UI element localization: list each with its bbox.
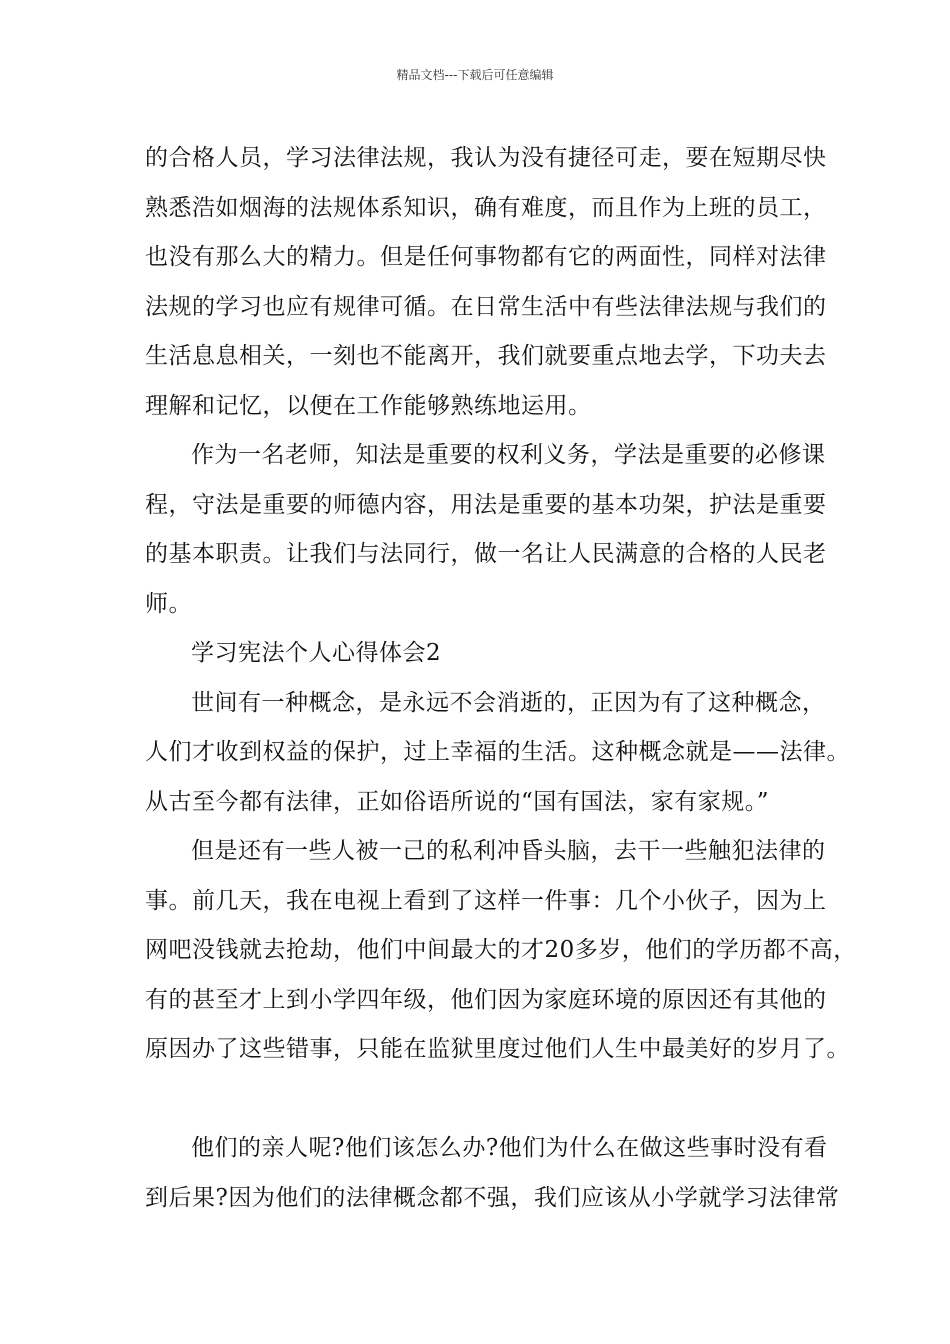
text-line: 的合格人员，学习法律法规，我认为没有捷径可走，要在短期尽快 bbox=[145, 145, 827, 171]
text-line: 人们才收到权益的保护，过上幸福的生活。这种概念就是——法律。 bbox=[145, 739, 850, 765]
text-line: 到后果?因为他们的法律概念都不强，我们应该从小学就学习法律常 bbox=[145, 1184, 840, 1211]
text-line: 也没有那么大的精力。但是任何事物都有它的两面性，同样对法律 bbox=[145, 244, 827, 270]
text-line: 师。 bbox=[145, 590, 192, 617]
text-line: 程，守法是重要的师德内容，用法是重要的基本功架，护法是重要 bbox=[145, 491, 827, 518]
text-line: 法规的学习也应有规律可循。在日常生活中有些法律法规与我们的 bbox=[145, 293, 827, 320]
page-header: 精品文档---下载后可任意编辑 bbox=[396, 68, 554, 82]
section-title: 学习宪法个人心得体会2 bbox=[191, 640, 442, 666]
text-line: 原因办了这些错事，只能在监狱里度过他们人生中最美好的岁月了。 bbox=[145, 1036, 850, 1062]
text-line: 的基本职责。让我们与法同行，做一名让人民满意的合格的人民老 bbox=[145, 541, 827, 567]
text-line: 从古至今都有法律，正如俗语所说的“国有国法，家有家规。” bbox=[145, 788, 770, 815]
section-heading bbox=[145, 629, 825, 679]
text-line: 有的甚至才上到小学四年级，他们因为家庭环境的原因还有其他的 bbox=[145, 986, 827, 1013]
paragraph-4 bbox=[145, 827, 857, 1075]
text-line: 作为一名老师，知法是重要的权利义务，学法是重要的必修课 bbox=[191, 442, 826, 468]
paragraph-1 bbox=[145, 134, 825, 431]
paragraph-spacer bbox=[145, 1075, 825, 1125]
text-line: 但是还有一些人被一己的私利冲昏头脑，去干一些触犯法律的 bbox=[191, 838, 826, 864]
text-line: 他们的亲人呢?他们该怎么办?他们为什么在做这些事时没有看 bbox=[191, 1135, 828, 1161]
paragraph-3 bbox=[145, 679, 850, 828]
paragraph-2 bbox=[145, 431, 825, 629]
text-line: 事。前几天，我在电视上看到了这样一件事：几个小伙子，因为上 bbox=[145, 887, 827, 914]
text-line: 生活息息相关，一刻也不能离开，我们就要重点地去学，下功夫去 bbox=[145, 343, 827, 369]
document-body bbox=[145, 134, 857, 1223]
text-line: 熟悉浩如烟海的法规体系知识，确有难度，而且作为上班的员工， bbox=[145, 194, 827, 221]
text-line: 理解和记忆，以便在工作能够熟练地运用。 bbox=[145, 392, 592, 419]
paragraph-5 bbox=[145, 1124, 840, 1223]
text-line: 网吧没钱就去抢劫，他们中间最大的才20多岁，他们的学历都不高， bbox=[145, 937, 857, 963]
text-line: 世间有一种概念，是永远不会消逝的，正因为有了这种概念， bbox=[191, 689, 826, 716]
